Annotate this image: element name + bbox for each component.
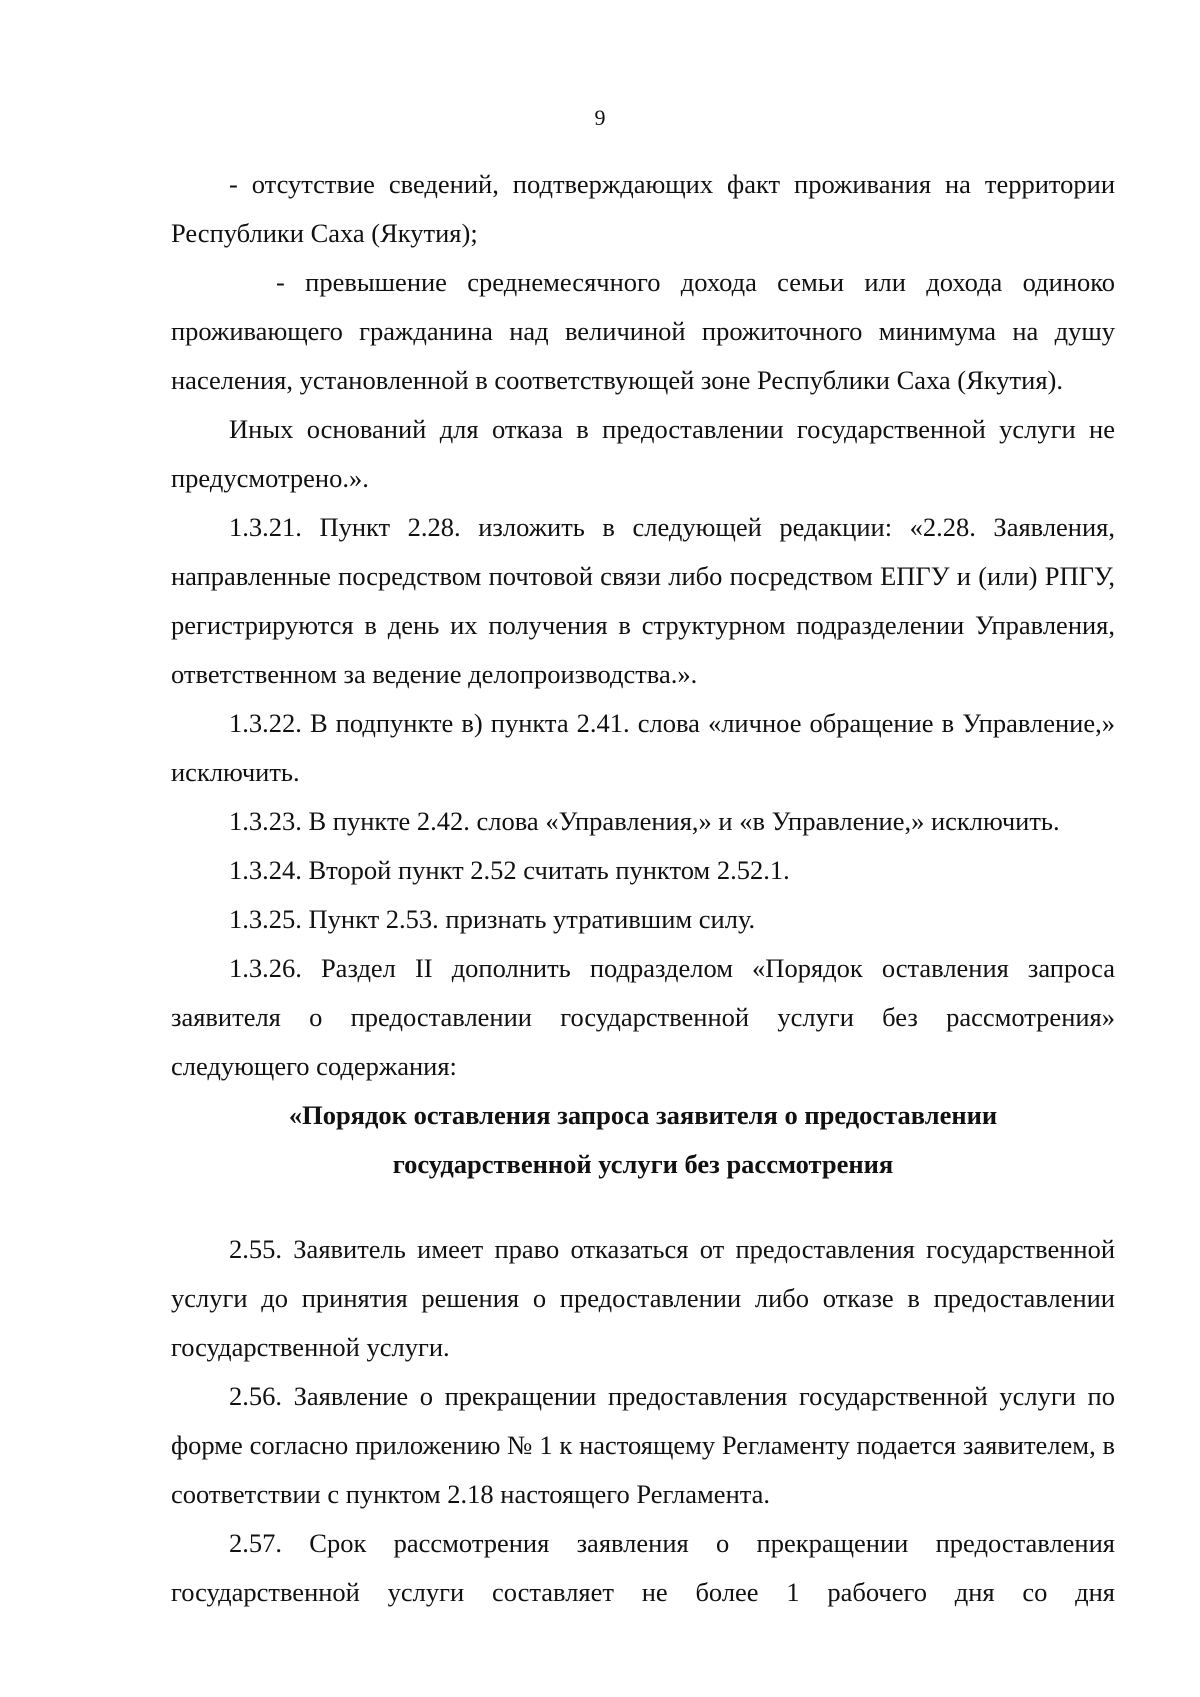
paragraph-1-3-24: 1.3.24. Второй пункт 2.52 считать пунктом 2.52.1. [229, 855, 790, 885]
paragraph-1-3-25: 1.3.25. Пункт 2.53. признать утратившим силу. [229, 904, 756, 934]
paragraph-1-3-26: 1.3.26. Раздел II дополнить подразделом «Порядок оставления запроса заявителя о предоставлении государственной услуги без рассмотрения» следующего содержания: [171, 953, 1115, 1081]
spacer [171, 1189, 1115, 1225]
paragraph-2-57: 2.57. Срок рассмотрения заявления о прекращении предоставления государственной услуги составляет не более 1 рабочего дня со дня [171, 1528, 1115, 1607]
paragraph-no-residence-info: - отсутствие сведений, подтверждающих факт проживания на территории Республики Саха (Якутия); [171, 169, 1115, 248]
paragraph-1-3-23: 1.3.23. В пункте 2.42. слова «Управления,» и «в Управление,» исключить. [229, 806, 1060, 836]
paragraph-no-other-grounds: Иных оснований для отказа в предоставлении государственной услуги не предусмотрено.». [171, 414, 1115, 493]
paragraph-2-56: 2.56. Заявление о прекращении предоставления государственной услуги по форме согласно приложению № 1 к настоящему Регламенту подается заявителем, в соответствии с пунктом 2.18 настоящего Регламента. [171, 1381, 1115, 1509]
paragraph-income-excess: - превышение среднемесячного дохода семьи или дохода одиноко проживающего гражданина над величиной прожиточного минимума на душу населения, установленной в соответствующей зоне Республики Саха (Якутия). [171, 267, 1115, 395]
document-body [171, 160, 1115, 1617]
section-heading [171, 1091, 1115, 1189]
paragraph-1-3-21: 1.3.21. Пункт 2.28. изложить в следующей редакции: «2.28. Заявления, направленные посредством почтовой связи либо посредством ЕПГУ и (или) РПГУ, регистрируются в день их получения в структурном подразделении Управления, ответственном за ведение делопроизводства.». [171, 512, 1115, 689]
paragraph-2-55: 2.55. Заявитель имеет право отказаться от предоставления государственной услуги до принятия решения о предоставлении либо отказе в предоставлении государственной услуги. [171, 1234, 1115, 1362]
section-heading-line-1: «Порядок оставления запроса заявителя о предоставлении [288, 1100, 998, 1130]
page-number: 9 [594, 105, 606, 130]
paragraph-1-3-22: 1.3.22. В подпункте в) пункта 2.41. слова «личное обращение в Управление,» исключить. [171, 708, 1115, 787]
section-heading-line-2: государственной услуги без рассмотрения [392, 1149, 894, 1179]
